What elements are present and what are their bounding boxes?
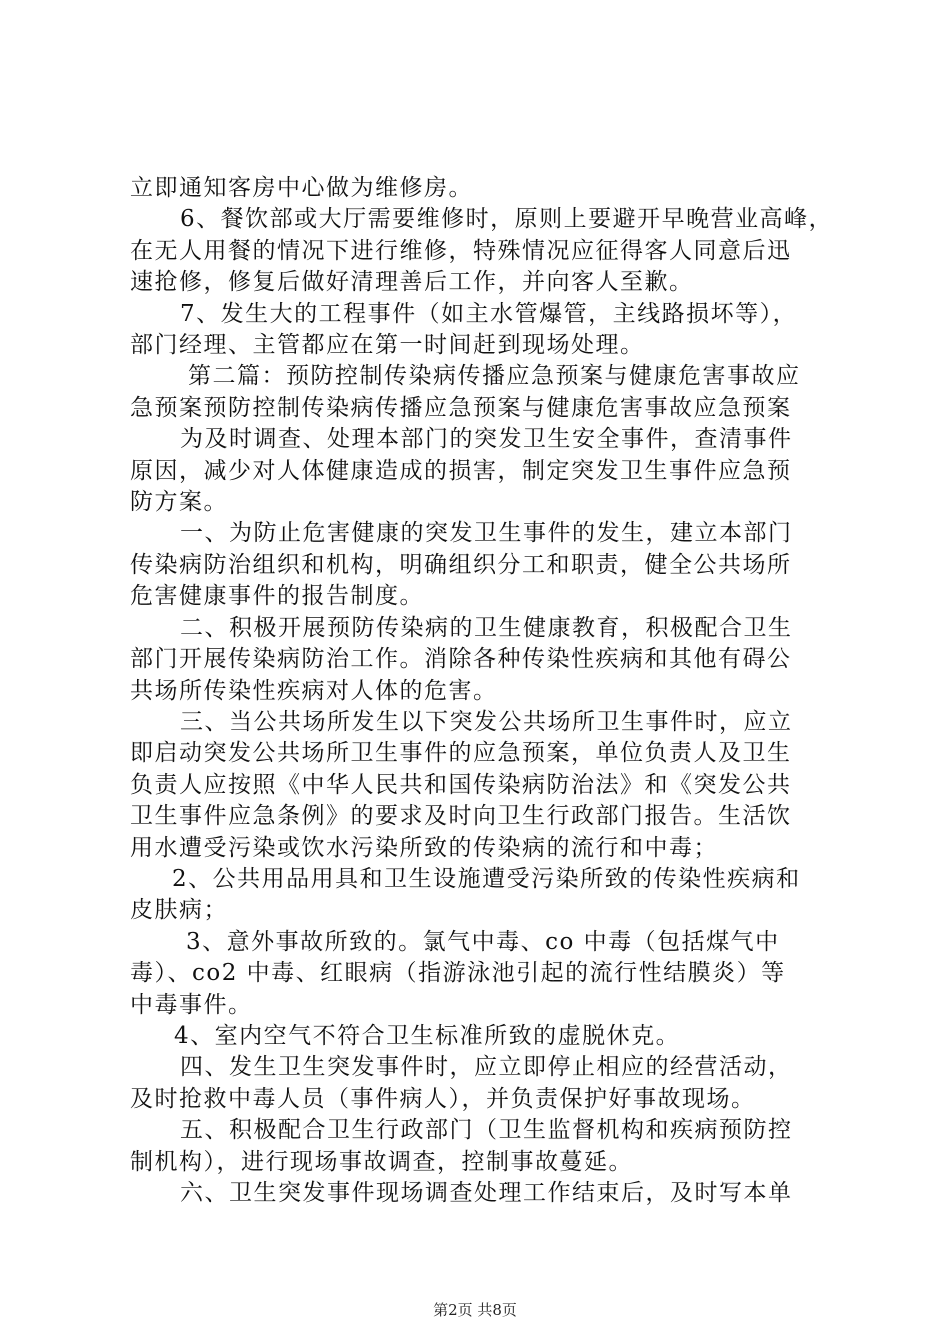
text-line: 2、公共用品用具和卫生设施遭受污染所致的传染性疾病和 [172,866,801,892]
text-line: 二、积极开展预防传染病的卫生健康教育，积极配合卫生 [180,615,793,641]
section-heading-line: 第二篇：预防控制传染病传播应急预案与健康危害事故应 [188,363,801,389]
text-line: 及时抢救中毒人员（事件病人），并负责保护好事故现场。 [130,1086,756,1112]
text-line: 速抢修，修复后做好清理善后工作，并向客人至歉。 [130,269,694,295]
text-line: 毒）、co2 中毒、红眼病（指游泳池引起的流行性结膜炎）等 [130,960,786,986]
text-line: 危害健康事件的报告制度。 [130,583,424,609]
text-line: 7、发生大的工程事件（如主水管爆管，主线路损坏等）， [180,301,798,327]
text-line: 制机构），进行现场事故调查，控制事故蔓延。 [130,1149,633,1175]
text-line: 原因，减少对人体健康造成的损害，制定突发卫生事件应急预 [130,458,792,484]
text-line: 6、餐饮部或大厅需要维修时，原则上要避开早晚营业高峰， [180,206,834,232]
text-line: 部门开展传染病防治工作。消除各种传染性疾病和其他有碍公 [130,646,792,672]
text-line: 卫生事件应急条例》的要求及时向卫生行政部门报告。生活饮 [130,803,792,829]
text-line: 为及时调查、处理本部门的突发卫生安全事件，查清事件 [180,426,793,452]
text-line: 3、意外事故所致的。氯气中毒、co 中毒（包括煤气中 [186,929,780,955]
text-line: 共场所传染性疾病对人体的危害。 [130,678,498,704]
text-line: 一、为防止危害健康的突发卫生事件的发生，建立本部门 [180,520,793,546]
text-line: 传染病防治组织和机构，明确组织分工和职责，健全公共场所 [130,552,792,578]
text-line: 即启动突发公共场所卫生事件的应急预案，单位负责人及卫生 [130,740,792,766]
text-line: 在无人用餐的情况下进行维修，特殊情况应征得客人同意后迅 [130,238,792,264]
text-line: 皮肤病； [130,897,228,923]
text-line: 五、积极配合卫生行政部门（卫生监督机构和疾病预防控 [180,1117,793,1143]
text-line: 部门经理、主管都应在第一时间赶到现场处理。 [130,332,645,358]
text-line: 中毒事件。 [130,992,253,1018]
text-line: 三、当公共场所发生以下突发公共场所卫生事件时，应立 [180,709,793,735]
text-line: 六、卫生突发事件现场调查处理工作结束后，及时写本单 [180,1180,793,1206]
text-line: 用水遭受污染或饮水污染所致的传染病的流行和中毒； [130,835,718,861]
text-line: 四、发生卫生突发事件时，应立即停止相应的经营活动， [180,1054,793,1080]
text-line: 立即通知客房中心做为维修房。 [130,175,473,201]
text-line: 防方案。 [130,489,228,515]
page-footer: 第2页 共8页 [433,1301,517,1319]
section-heading-line: 急预案预防控制传染病传播应急预案与健康危害事故应急预案 [130,395,792,421]
text-line: 负责人应按照《中华人民共和国传染病防治法》和《突发公共 [130,772,792,798]
text-line: 4、室内空气不符合卫生标准所致的虚脱休克。 [174,1023,681,1049]
